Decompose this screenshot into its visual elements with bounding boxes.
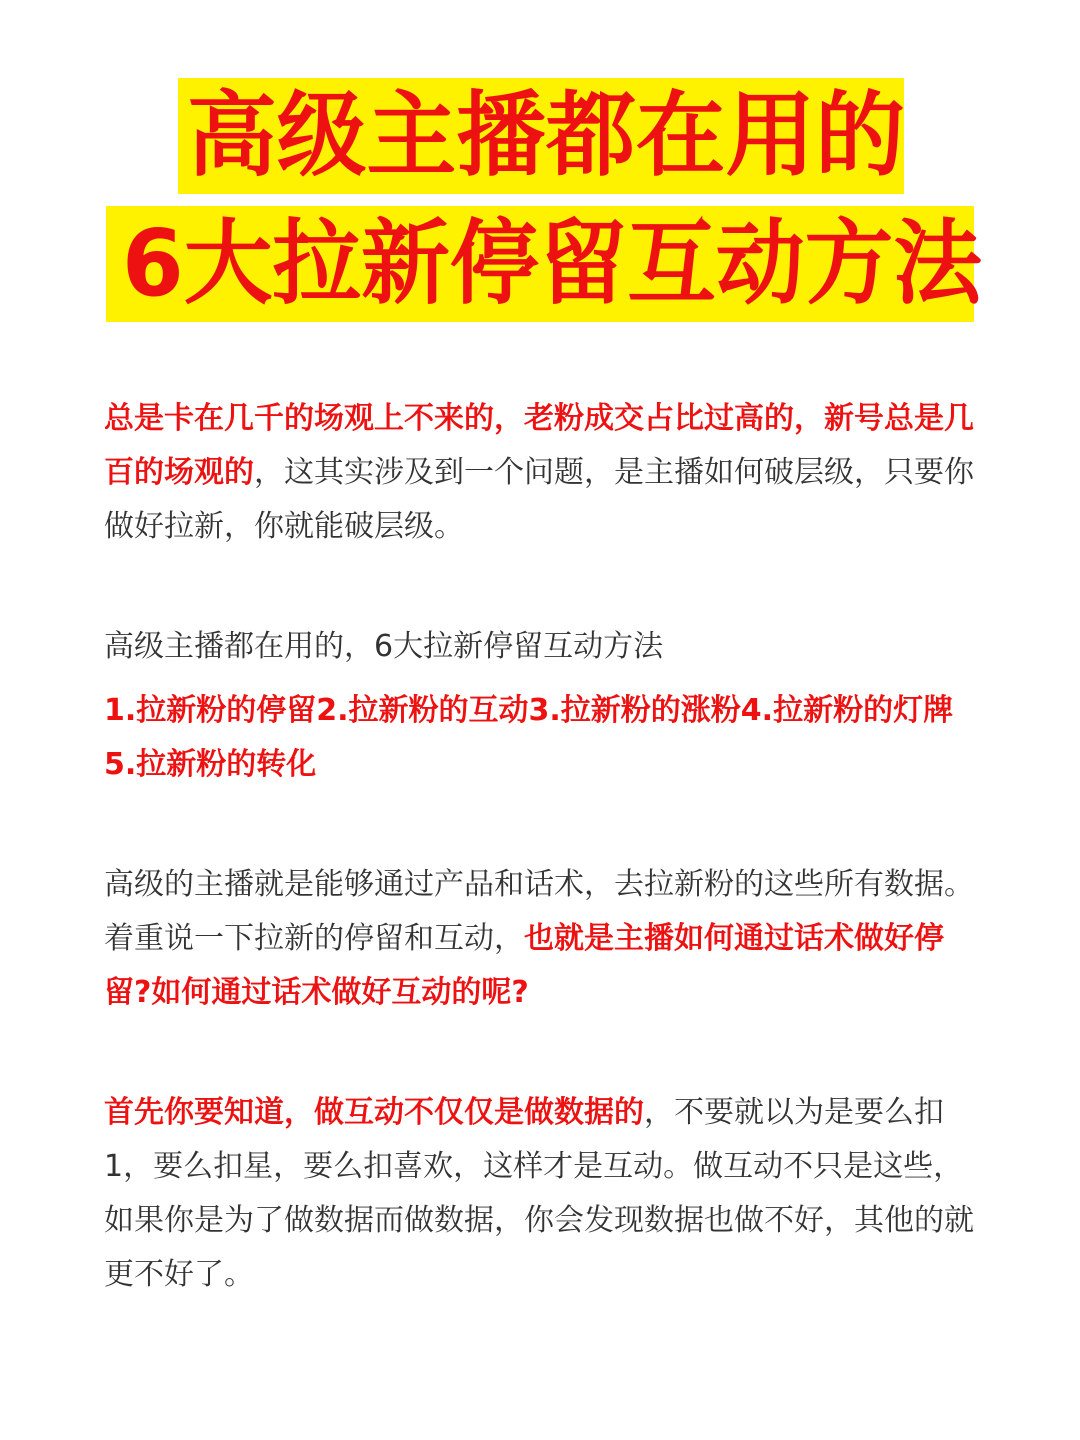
intro-body: ，这其实涉及到一个问题，是主播如何破层级，只要你做好拉新，你就能破层级。 <box>104 455 974 544</box>
paragraph-explanation <box>104 858 976 1020</box>
title-line-2 <box>106 206 983 322</box>
intro-emphasis: 总是卡在几千的场观上不来的，老粉成交占比过高的，新号总是几百的场观的 <box>104 401 974 490</box>
conclusion-body: ，不要就以为是要么扣1，要么扣星，要么扣喜欢，这样才是互动。做互动不只是这些，如果你是为了做数据而做数据，你会发现数据也做不好，其他的就更不好了。 <box>104 1095 974 1292</box>
method-list: 1.拉新粉的停留2.拉新粉的互动3.拉新粉的涨粉4.拉新粉的灯牌5.拉新粉的转化 <box>104 693 954 782</box>
title-line-1 <box>178 78 904 194</box>
explanation-body: 高级的主播就是能够通过产品和话术，去拉新粉的这些所有数据。着重说一下拉新的停留和互动， <box>104 867 974 956</box>
paragraph-list <box>104 684 976 792</box>
title-text-1: 高级主播都在用的 <box>187 82 906 189</box>
paragraph-heading <box>104 620 976 674</box>
paragraph-intro <box>104 392 976 554</box>
heading-text: 高级主播都在用的，6大拉新停留互动方法 <box>104 629 664 664</box>
conclusion-emphasis: 首先你要知道，做互动不仅仅是做数据的 <box>104 1095 644 1130</box>
paragraph-conclusion <box>104 1086 976 1302</box>
title-text-2: 6大拉新停留互动方法 <box>122 210 983 317</box>
explanation-emphasis: 也就是主播如何通过话术做好停留?如何通过话术做好互动的呢? <box>104 921 944 1010</box>
